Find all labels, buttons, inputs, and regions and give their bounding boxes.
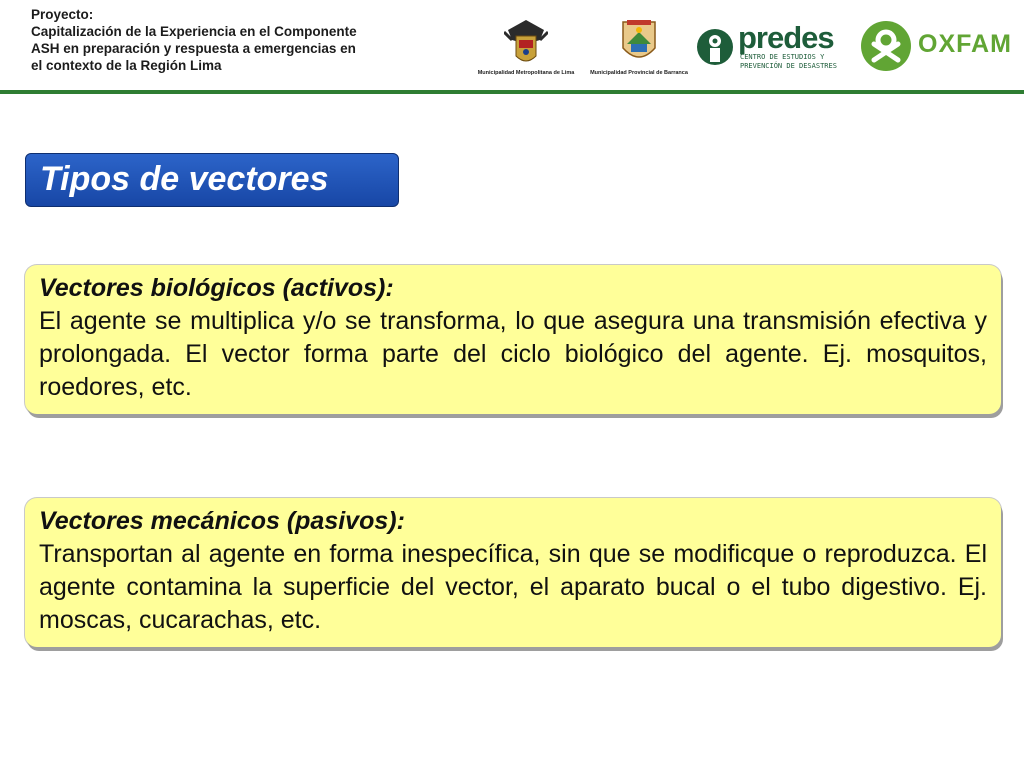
predes-logo (696, 20, 842, 74)
oxfam-mark-icon (860, 20, 912, 72)
municipal-logos (470, 18, 692, 82)
lima-coat-of-arms-icon (504, 18, 548, 68)
info-card-mechanical (25, 498, 1001, 647)
header-divider (0, 90, 1024, 94)
project-title-line-2: ASH en preparación y respuesta a emergencias en (31, 41, 356, 56)
card-body-mechanical: Transportan al agente en forma inespecífica, sin que se modificque o reproduzca. El agente contamina la superficie del vector, el aparato bucal o el tubo digestivo. Ej. moscas, cucarachas, etc. (39, 540, 987, 634)
card-heading-biological: Vectores biológicos (activos): (39, 274, 394, 302)
card-heading-mechanical: Vectores mecánicos (pasivos): (39, 507, 405, 535)
slide-header (0, 0, 1024, 90)
slide-title: Tipos de vectores (40, 160, 329, 198)
predes-wordmark: predes (738, 20, 834, 55)
muni-lima-logo (470, 18, 582, 76)
info-card-biological (25, 265, 1001, 414)
project-label: Proyecto: (31, 7, 94, 22)
oxfam-logo (860, 20, 1012, 72)
project-title-line-1: Capitalización de la Experiencia en el Componente (31, 24, 357, 39)
predes-subtitle-line-1: CENTRO DE ESTUDIOS Y (740, 53, 825, 61)
card-body-biological: El agente se multiplica y/o se transforma, lo que asegura una transmisión efectiva y prolongada. El vector forma parte del ciclo biológico del agente. Ej. mosquitos, roedores, etc. (39, 307, 987, 401)
muni-lima-caption: Municipalidad Metropolitana de Lima (477, 70, 575, 76)
predes-subtitle-line-2: PREVENCIÓN DE DESASTRES (740, 62, 837, 70)
oxfam-wordmark: OXFAM (918, 30, 1012, 58)
muni-barranca-logo (586, 18, 692, 76)
project-caption (31, 6, 421, 74)
project-title-line-3: el contexto de la Región Lima (31, 58, 222, 73)
muni-barranca-caption: Municipalidad Provincial de Barranca (590, 70, 688, 76)
slide-title-box (25, 153, 399, 207)
predes-subtitle (740, 53, 844, 71)
predes-mark-icon (696, 24, 736, 70)
barranca-shield-icon (617, 18, 661, 68)
